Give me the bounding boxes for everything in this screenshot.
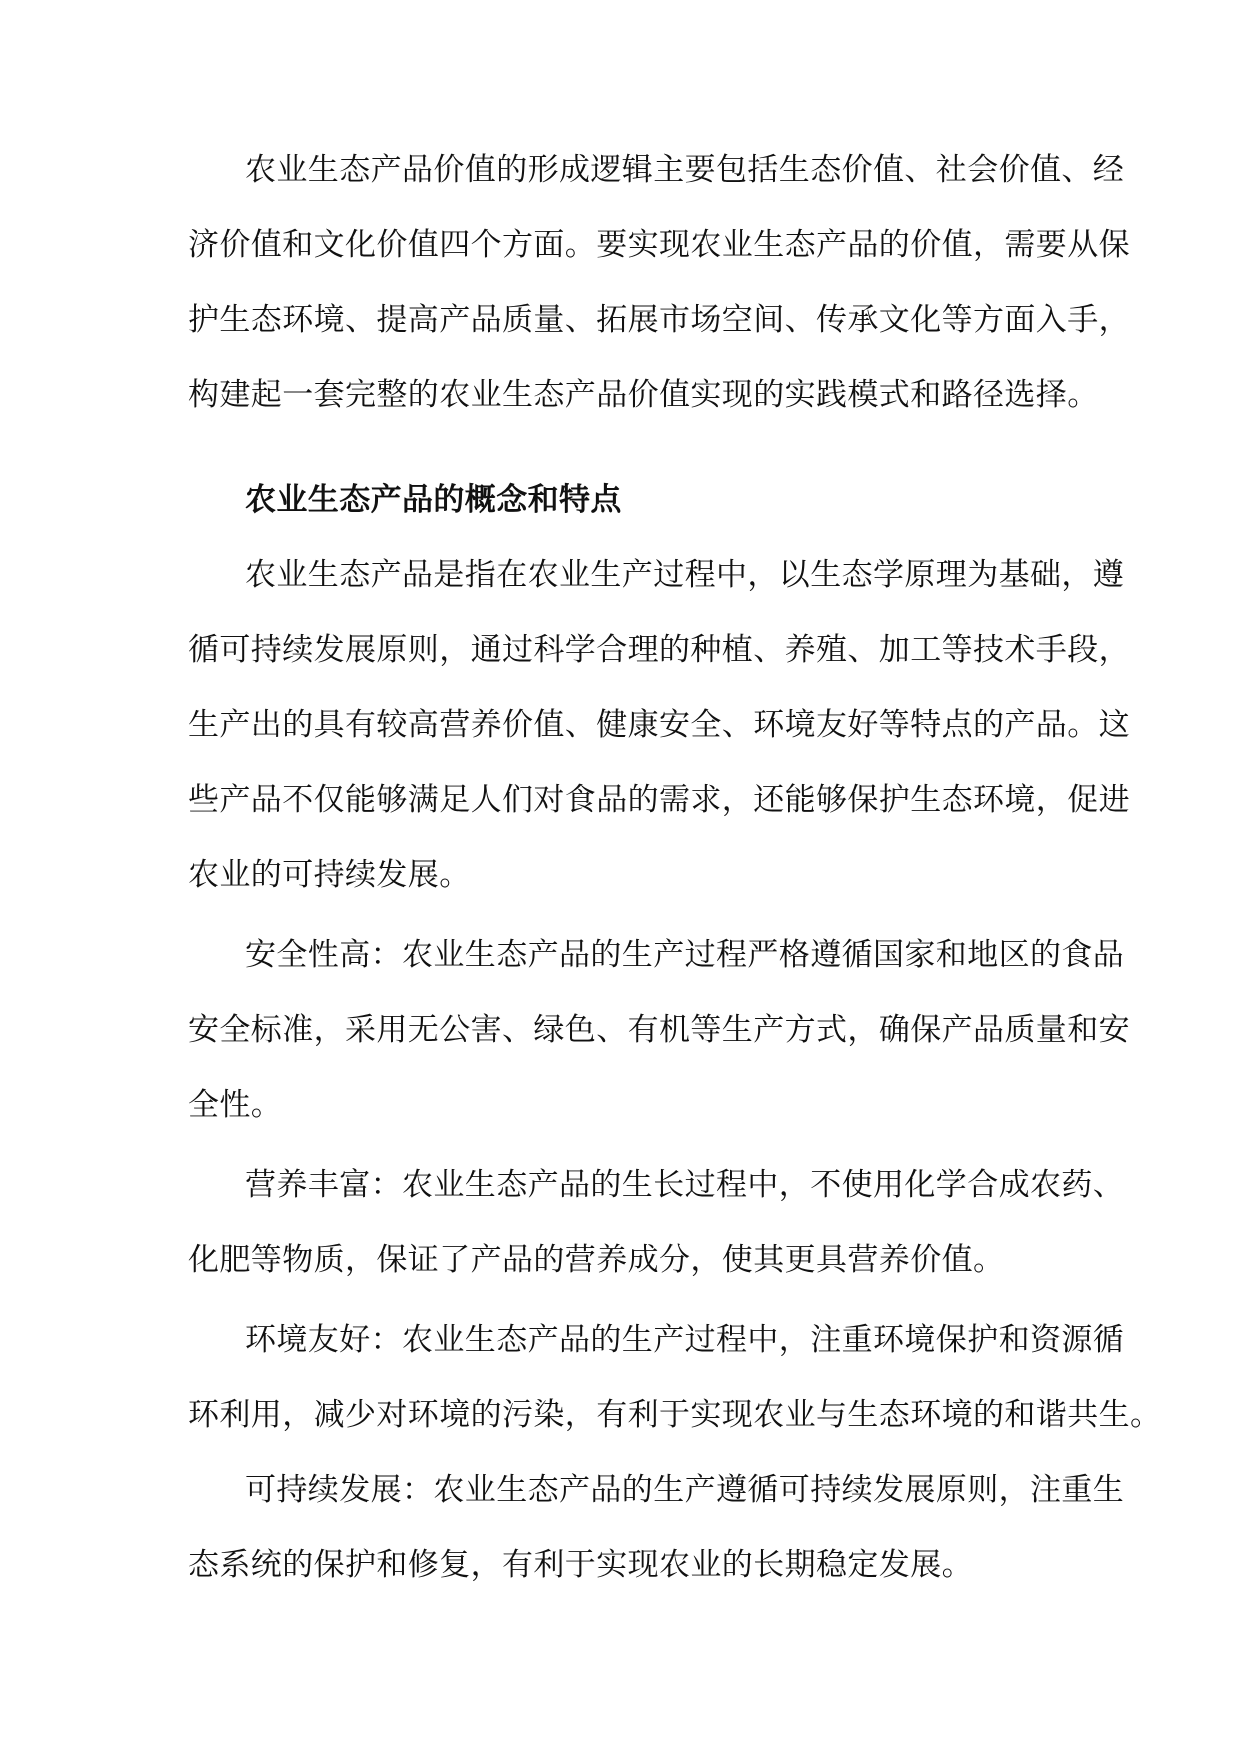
- paragraph-4-line-2: 化肥等物质，保证了产品的营养成分，使其更具营养价值。: [188, 1242, 1005, 1278]
- paragraph-4-line-1: 营养丰富：农业生态产品的生长过程中，不使用化学合成农药、: [245, 1167, 1125, 1203]
- paragraph-6-line-2: 态系统的保护和修复，有利于实现农业的长期稳定发展。: [188, 1547, 973, 1583]
- paragraph-2-line-5: 农业的可持续发展。: [188, 857, 471, 893]
- paragraph-2-line-3: 生产出的具有较高营养价值、健康安全、环境友好等特点的产品。这: [188, 707, 1130, 743]
- paragraph-3-line-2: 安全标准，采用无公害、绿色、有机等生产方式，确保产品质量和安: [188, 1012, 1130, 1048]
- paragraph-1-line-1: 农业生态产品价值的形成逻辑主要包括生态价值、社会价值、经: [245, 152, 1125, 188]
- paragraph-3-line-1: 安全性高：农业生态产品的生产过程严格遵循国家和地区的食品: [245, 937, 1125, 973]
- paragraph-1-line-2: 济价值和文化价值四个方面。要实现农业生态产品的价值，需要从保: [188, 227, 1130, 263]
- paragraph-1-line-3: 护生态环境、提高产品质量、拓展市场空间、传承文化等方面入手，: [188, 302, 1130, 338]
- paragraph-2-line-1: 农业生态产品是指在农业生产过程中，以生态学原理为基础，遵: [245, 557, 1125, 593]
- section-heading: 农业生态产品的概念和特点: [245, 482, 622, 518]
- paragraph-2-line-4: 些产品不仅能够满足人们对食品的需求，还能够保护生态环境，促进: [188, 782, 1130, 818]
- paragraph-5-line-2: 环利用，减少对环境的污染，有利于实现农业与生态环境的和谐共生。: [188, 1397, 1162, 1433]
- paragraph-3-line-3: 全性。: [188, 1087, 283, 1123]
- paragraph-1-line-4: 构建起一套完整的农业生态产品价值实现的实践模式和路径选择。: [188, 377, 1099, 413]
- paragraph-6-line-1: 可持续发展：农业生态产品的生产遵循可持续发展原则，注重生: [245, 1472, 1125, 1508]
- paragraph-2-line-2: 循可持续发展原则，通过科学合理的种植、养殖、加工等技术手段，: [188, 632, 1130, 668]
- paragraph-5-line-1: 环境友好：农业生态产品的生产过程中，注重环境保护和资源循: [245, 1322, 1125, 1358]
